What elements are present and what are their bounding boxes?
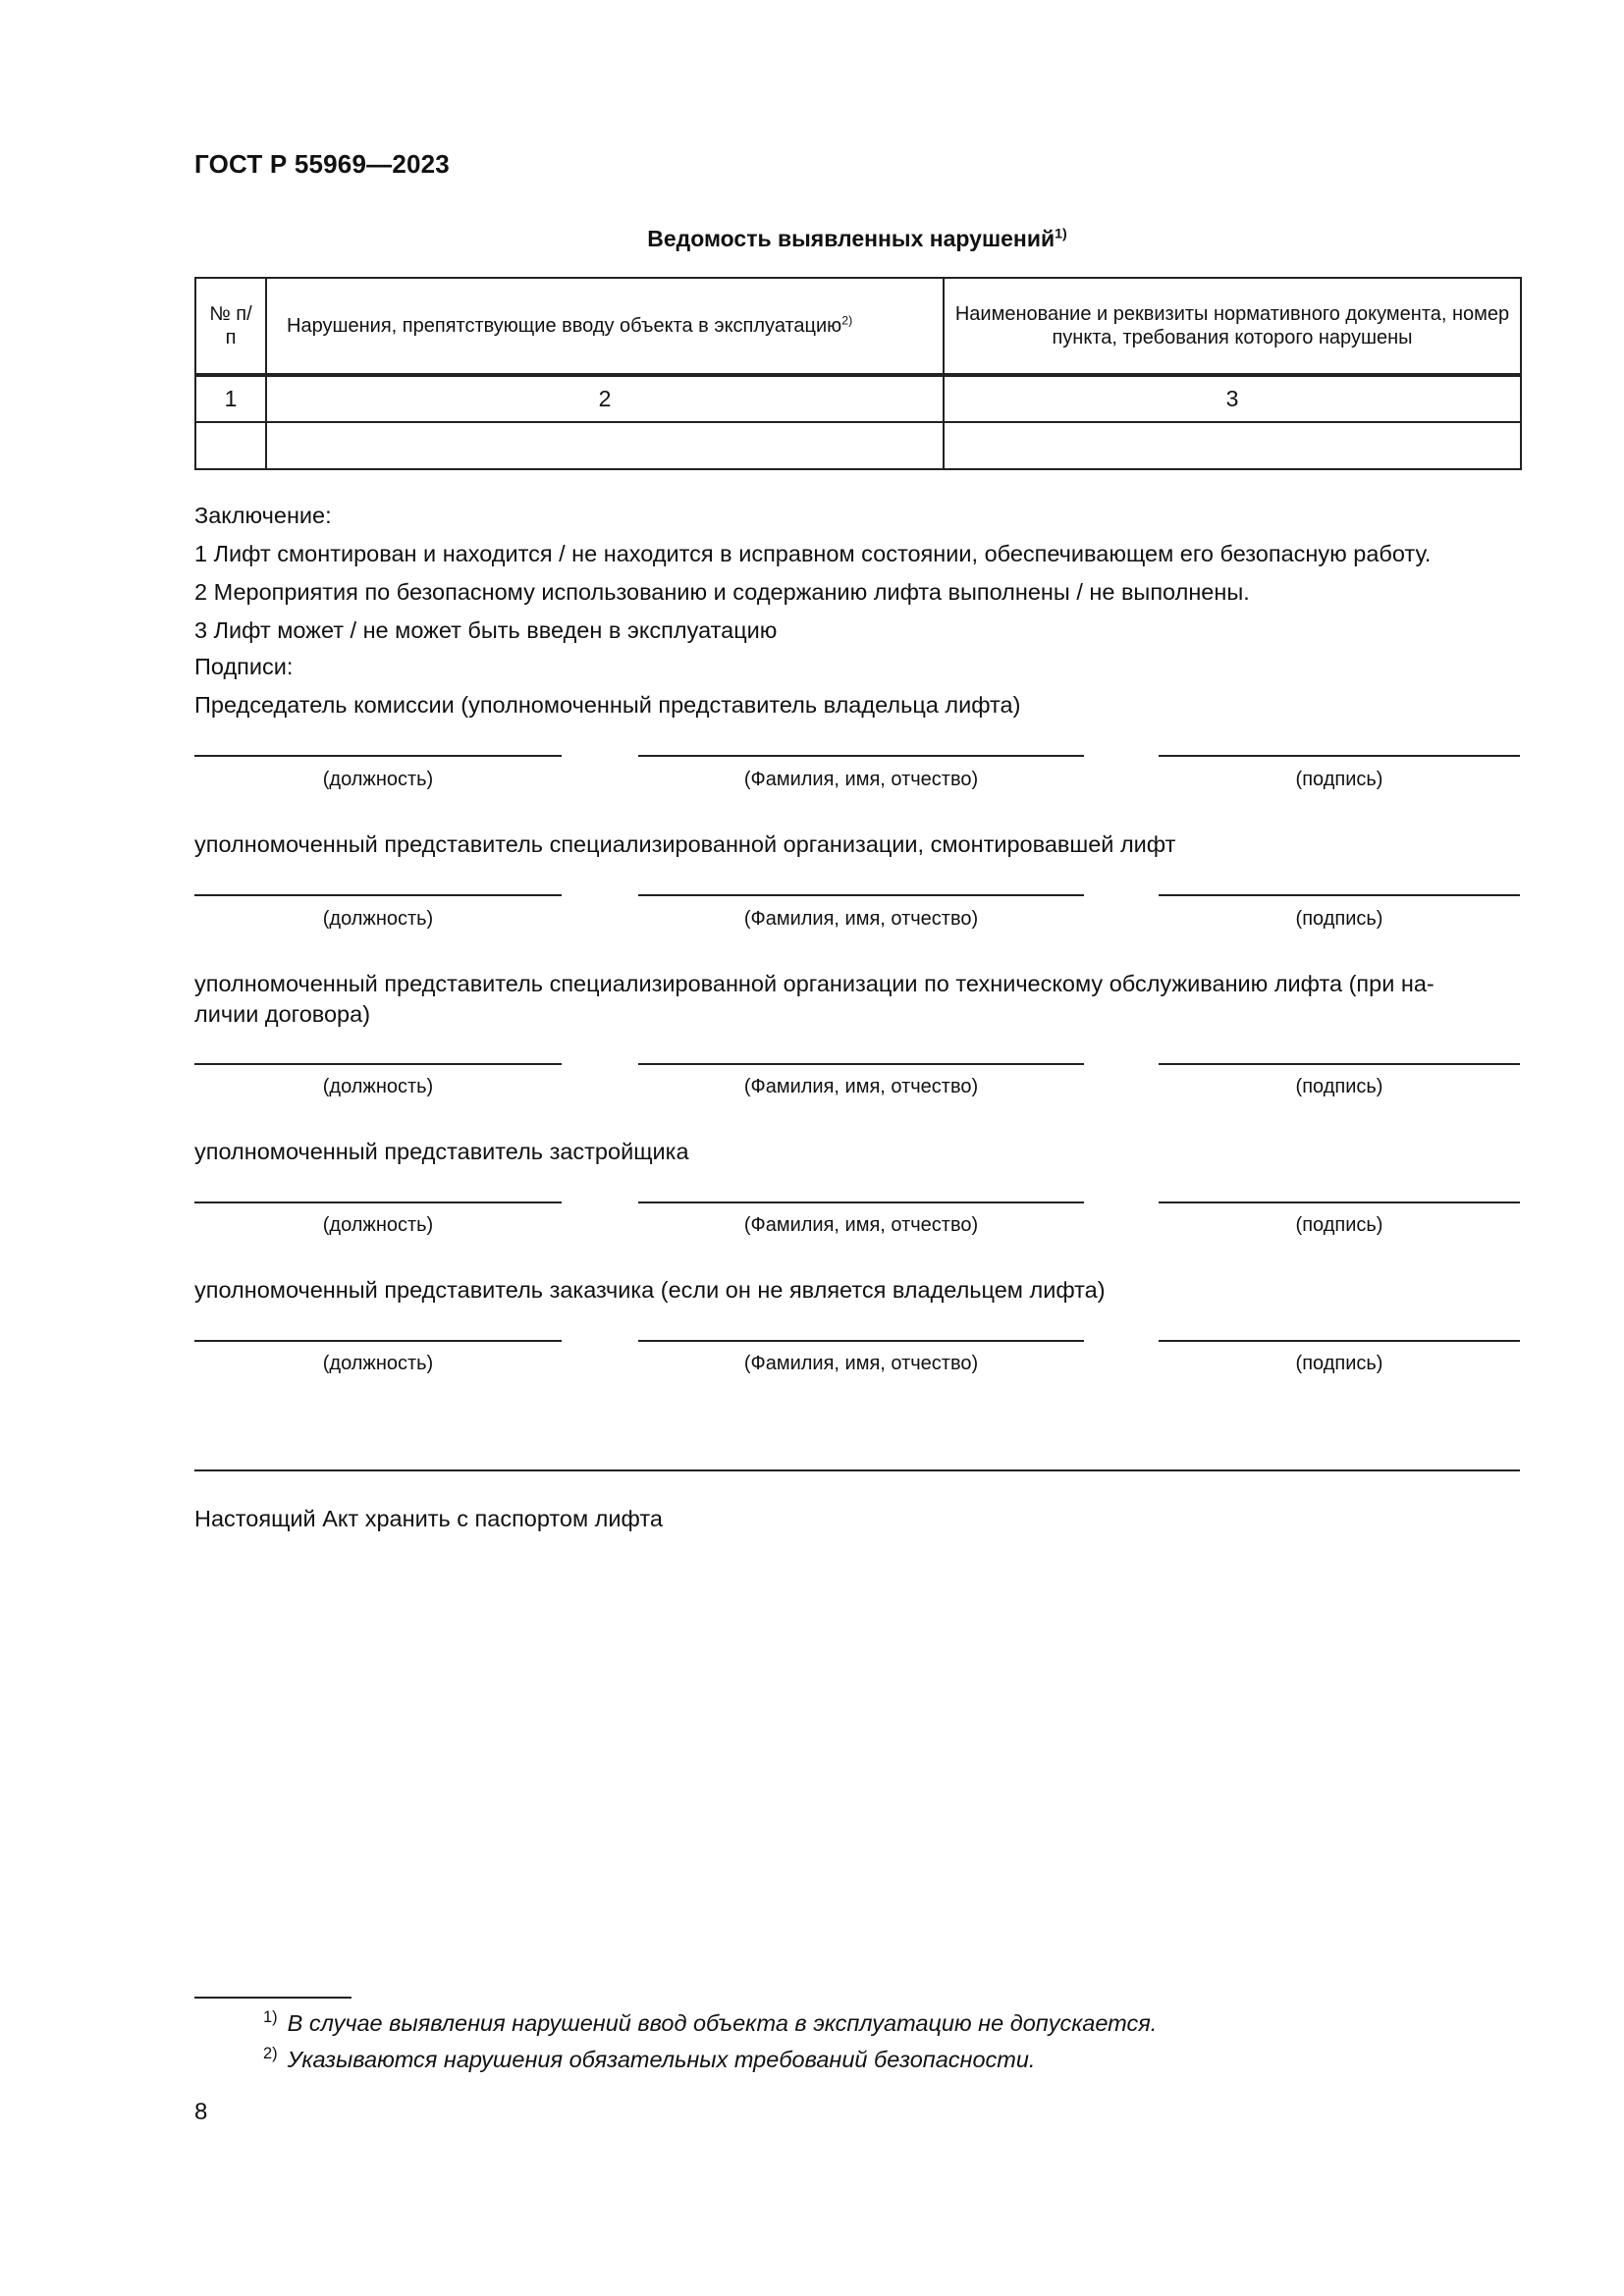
position-line bbox=[194, 755, 562, 757]
column-number: 3 bbox=[944, 375, 1521, 422]
column-number: 1 bbox=[195, 375, 266, 422]
violations-table bbox=[194, 277, 1522, 470]
name-caption: (Фамилия, имя, отчество) bbox=[743, 1076, 979, 1097]
page-number: 8 bbox=[194, 2099, 208, 2125]
position-line bbox=[194, 1063, 562, 1065]
footnote-mark-2: 2) bbox=[263, 2045, 278, 2063]
footnote-ref-2: 2) bbox=[841, 313, 853, 328]
position-caption: (должность) bbox=[322, 1214, 434, 1236]
signatory-label-chairman: Председатель комиссии (уполномоченный представитель владельца лифта) bbox=[194, 692, 1021, 718]
position-line bbox=[194, 1340, 562, 1342]
column-header-number: № п/п bbox=[195, 278, 266, 375]
footnote-2 bbox=[263, 2047, 1035, 2073]
footnote-text-1: В случае выявления нарушений ввод объекта в эксплуатацию не допускается. bbox=[287, 2010, 1158, 2036]
column-header-violations-text: Нарушения, препятствующие вводу объекта в эксплуатацию bbox=[287, 315, 842, 337]
position-line bbox=[194, 894, 562, 896]
position-caption: (должность) bbox=[322, 908, 434, 930]
footnote-text-2: Указываются нарушения обязательных требований безопасности. bbox=[287, 2047, 1036, 2072]
signatory-label-maintenance-cont: личии договора) bbox=[194, 1001, 371, 1027]
position-caption: (должность) bbox=[322, 1076, 434, 1097]
footnote-1 bbox=[263, 2010, 1157, 2037]
name-line bbox=[638, 1340, 1084, 1342]
position-caption: (должность) bbox=[322, 769, 434, 790]
signature-line bbox=[1159, 894, 1520, 896]
signature-caption: (подпись) bbox=[1295, 1076, 1383, 1097]
name-line bbox=[638, 1201, 1084, 1203]
storage-note: Настоящий Акт хранить с паспортом лифта bbox=[194, 1506, 663, 1531]
table-cell bbox=[266, 422, 944, 469]
signatory-label-maintenance: уполномоченный представитель специализированной организации по техническому обслуживанию лифта (при на- bbox=[194, 971, 1435, 996]
name-line bbox=[638, 894, 1084, 896]
name-caption: (Фамилия, имя, отчество) bbox=[743, 908, 979, 930]
conclusion-item-1: 1 Лифт смонтирован и находится / не находится в исправном состоянии, обеспечивающем его безопасную работу. bbox=[194, 541, 1432, 566]
position-line bbox=[194, 1201, 562, 1203]
footnote-ref-1: 1) bbox=[1055, 226, 1067, 242]
signature-caption: (подпись) bbox=[1295, 769, 1383, 790]
name-caption: (Фамилия, имя, отчество) bbox=[743, 769, 979, 790]
name-line bbox=[638, 755, 1084, 757]
column-header-normative-document: Наименование и реквизиты нормативного документа, номер пункта, требования которого нарушены bbox=[944, 278, 1521, 375]
footnote-mark-1: 1) bbox=[263, 2008, 278, 2027]
signatory-label-installer: уполномоченный представитель специализированной организации, смонтировавшей лифт bbox=[194, 831, 1176, 857]
name-line bbox=[638, 1063, 1084, 1065]
section-divider bbox=[194, 1469, 1520, 1471]
signature-line bbox=[1159, 1201, 1520, 1203]
violations-table-title bbox=[194, 226, 1520, 252]
violations-table-title-text: Ведомость выявленных нарушений bbox=[647, 226, 1056, 251]
footnote-separator bbox=[194, 1997, 352, 1999]
table-row bbox=[195, 422, 1521, 469]
signatory-label-developer: уполномоченный представитель застройщика bbox=[194, 1139, 689, 1164]
position-caption: (должность) bbox=[322, 1353, 434, 1374]
table-cell bbox=[195, 422, 266, 469]
conclusion-heading: Заключение: bbox=[194, 503, 332, 528]
signature-line bbox=[1159, 1340, 1520, 1342]
signature-caption: (подпись) bbox=[1295, 1353, 1383, 1374]
signatory-label-customer: уполномоченный представитель заказчика (если он не является владельцем лифта) bbox=[194, 1277, 1106, 1303]
document-number: ГОСТ Р 55969—2023 bbox=[194, 149, 450, 179]
conclusion-item-2: 2 Мероприятия по безопасному использованию и содержанию лифта выполнены / не выполнены. bbox=[194, 579, 1250, 605]
name-caption: (Фамилия, имя, отчество) bbox=[743, 1353, 979, 1374]
signature-line bbox=[1159, 755, 1520, 757]
signatures-heading: Подписи: bbox=[194, 654, 294, 679]
table-header-row bbox=[195, 278, 1521, 375]
table-cell bbox=[944, 422, 1521, 469]
signature-caption: (подпись) bbox=[1295, 1214, 1383, 1236]
column-header-violations bbox=[266, 278, 944, 375]
column-number: 2 bbox=[266, 375, 944, 422]
signature-caption: (подпись) bbox=[1295, 908, 1383, 930]
column-numbers-row bbox=[195, 375, 1521, 422]
signature-line bbox=[1159, 1063, 1520, 1065]
name-caption: (Фамилия, имя, отчество) bbox=[743, 1214, 979, 1236]
conclusion-item-3: 3 Лифт может / не может быть введен в эксплуатацию bbox=[194, 617, 778, 643]
